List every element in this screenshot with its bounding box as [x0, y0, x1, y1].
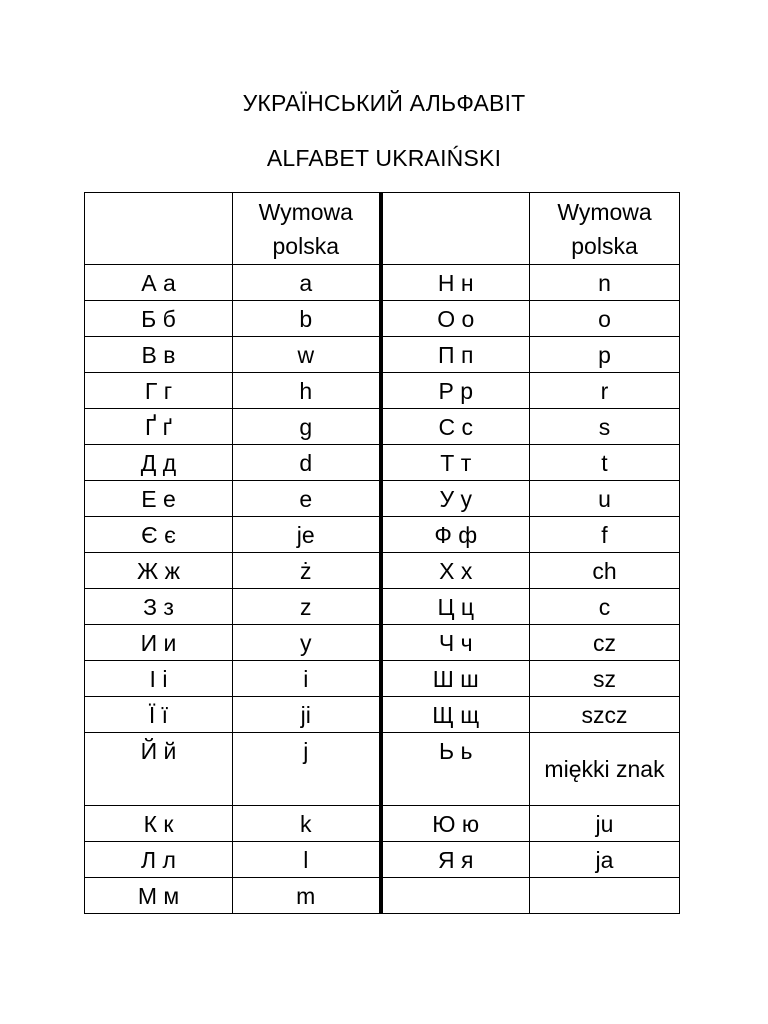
table-row	[85, 481, 680, 517]
cell-letter-left: Л л	[85, 842, 233, 878]
cell-letter-right: Х х	[381, 553, 530, 589]
cell-letter-right: Р р	[381, 373, 530, 409]
cell-letter-left: Ґ ґ	[85, 409, 233, 445]
cell-pronunciation-right: c	[530, 589, 680, 625]
cell-pronunciation-right: p	[530, 337, 680, 373]
cell-pronunciation-left: a	[233, 265, 381, 301]
table-row	[85, 553, 680, 589]
cell-letter-left: Е е	[85, 481, 233, 517]
cell-pronunciation-right: s	[530, 409, 680, 445]
cell-pronunciation-left: l	[233, 842, 381, 878]
cell-letter-left: Д д	[85, 445, 233, 481]
table-row	[85, 265, 680, 301]
cell-letter-right	[381, 878, 530, 914]
cell-pronunciation-right: szcz	[530, 697, 680, 733]
table-row	[85, 301, 680, 337]
cell-pronunciation-left: d	[233, 445, 381, 481]
cell-pronunciation-right: n	[530, 265, 680, 301]
table-row	[85, 661, 680, 697]
table-row	[85, 337, 680, 373]
cell-letter-right: Я я	[381, 842, 530, 878]
cell-pronunciation-left: w	[233, 337, 381, 373]
cell-pronunciation-right: ja	[530, 842, 680, 878]
table-row	[85, 733, 680, 806]
header-letter-left	[85, 193, 233, 265]
table-header-row	[85, 193, 680, 265]
cell-pronunciation-right: cz	[530, 625, 680, 661]
cell-pronunciation-left: i	[233, 661, 381, 697]
cell-letter-left: Ї ї	[85, 697, 233, 733]
cell-letter-left: Б б	[85, 301, 233, 337]
cell-letter-right: П п	[381, 337, 530, 373]
cell-letter-right: Т т	[381, 445, 530, 481]
cell-pronunciation-right: t	[530, 445, 680, 481]
cell-pronunciation-right: r	[530, 373, 680, 409]
cell-letter-right: О о	[381, 301, 530, 337]
cell-pronunciation-left: je	[233, 517, 381, 553]
header-letter-right	[381, 193, 530, 265]
cell-pronunciation-right: sz	[530, 661, 680, 697]
cell-pronunciation-left: h	[233, 373, 381, 409]
cell-letter-right: Ц ц	[381, 589, 530, 625]
header-pronunciation-left: Wymowa polska	[233, 193, 381, 265]
table-row	[85, 625, 680, 661]
cell-letter-right: Н н	[381, 265, 530, 301]
cell-pronunciation-left: b	[233, 301, 381, 337]
cell-letter-right: У у	[381, 481, 530, 517]
cell-letter-right: Щ щ	[381, 697, 530, 733]
cell-letter-right: Ш ш	[381, 661, 530, 697]
cell-pronunciation-left: e	[233, 481, 381, 517]
cell-letter-left: Ж ж	[85, 553, 233, 589]
cell-letter-right: Ч ч	[381, 625, 530, 661]
cell-letter-left: К к	[85, 806, 233, 842]
cell-pronunciation-left: ji	[233, 697, 381, 733]
header-pronunciation-right: Wymowa polska	[530, 193, 680, 265]
cell-pronunciation-right: ch	[530, 553, 680, 589]
cell-letter-left: З з	[85, 589, 233, 625]
cell-letter-right: Ф ф	[381, 517, 530, 553]
cell-letter-left: И и	[85, 625, 233, 661]
cell-pronunciation-left: ż	[233, 553, 381, 589]
cell-letter-right: Ю ю	[381, 806, 530, 842]
cell-pronunciation-left: g	[233, 409, 381, 445]
cell-pronunciation-left: z	[233, 589, 381, 625]
cell-pronunciation-right: u	[530, 481, 680, 517]
cell-letter-left: В в	[85, 337, 233, 373]
cell-letter-left: М м	[85, 878, 233, 914]
table-row	[85, 697, 680, 733]
cell-pronunciation-right: f	[530, 517, 680, 553]
table-row	[85, 806, 680, 842]
table-row	[85, 878, 680, 914]
alphabet-table	[84, 192, 680, 914]
cell-letter-right: С с	[381, 409, 530, 445]
table-row	[85, 517, 680, 553]
cell-letter-left: І і	[85, 661, 233, 697]
cell-pronunciation-right	[530, 878, 680, 914]
table-row	[85, 409, 680, 445]
cell-pronunciation-left: j	[233, 733, 381, 806]
cell-letter-left: Є є	[85, 517, 233, 553]
table-row	[85, 589, 680, 625]
table-row	[85, 445, 680, 481]
cell-letter-left: Г г	[85, 373, 233, 409]
table-row	[85, 373, 680, 409]
cell-pronunciation-right: ju	[530, 806, 680, 842]
cell-letter-left: Й й	[85, 733, 233, 806]
cell-pronunciation-left: y	[233, 625, 381, 661]
cell-pronunciation-left: m	[233, 878, 381, 914]
cell-pronunciation-right: miękki znak	[530, 733, 680, 806]
table-row	[85, 842, 680, 878]
title-polish: ALFABET UKRAIŃSKI	[266, 145, 502, 171]
cell-pronunciation-left: k	[233, 806, 381, 842]
cell-letter-left: А а	[85, 265, 233, 301]
title-ukrainian: УКРАЇНСЬКИЙ АЛЬФАВІТ	[242, 90, 526, 116]
cell-letter-right: Ь ь	[381, 733, 530, 806]
cell-pronunciation-right: o	[530, 301, 680, 337]
